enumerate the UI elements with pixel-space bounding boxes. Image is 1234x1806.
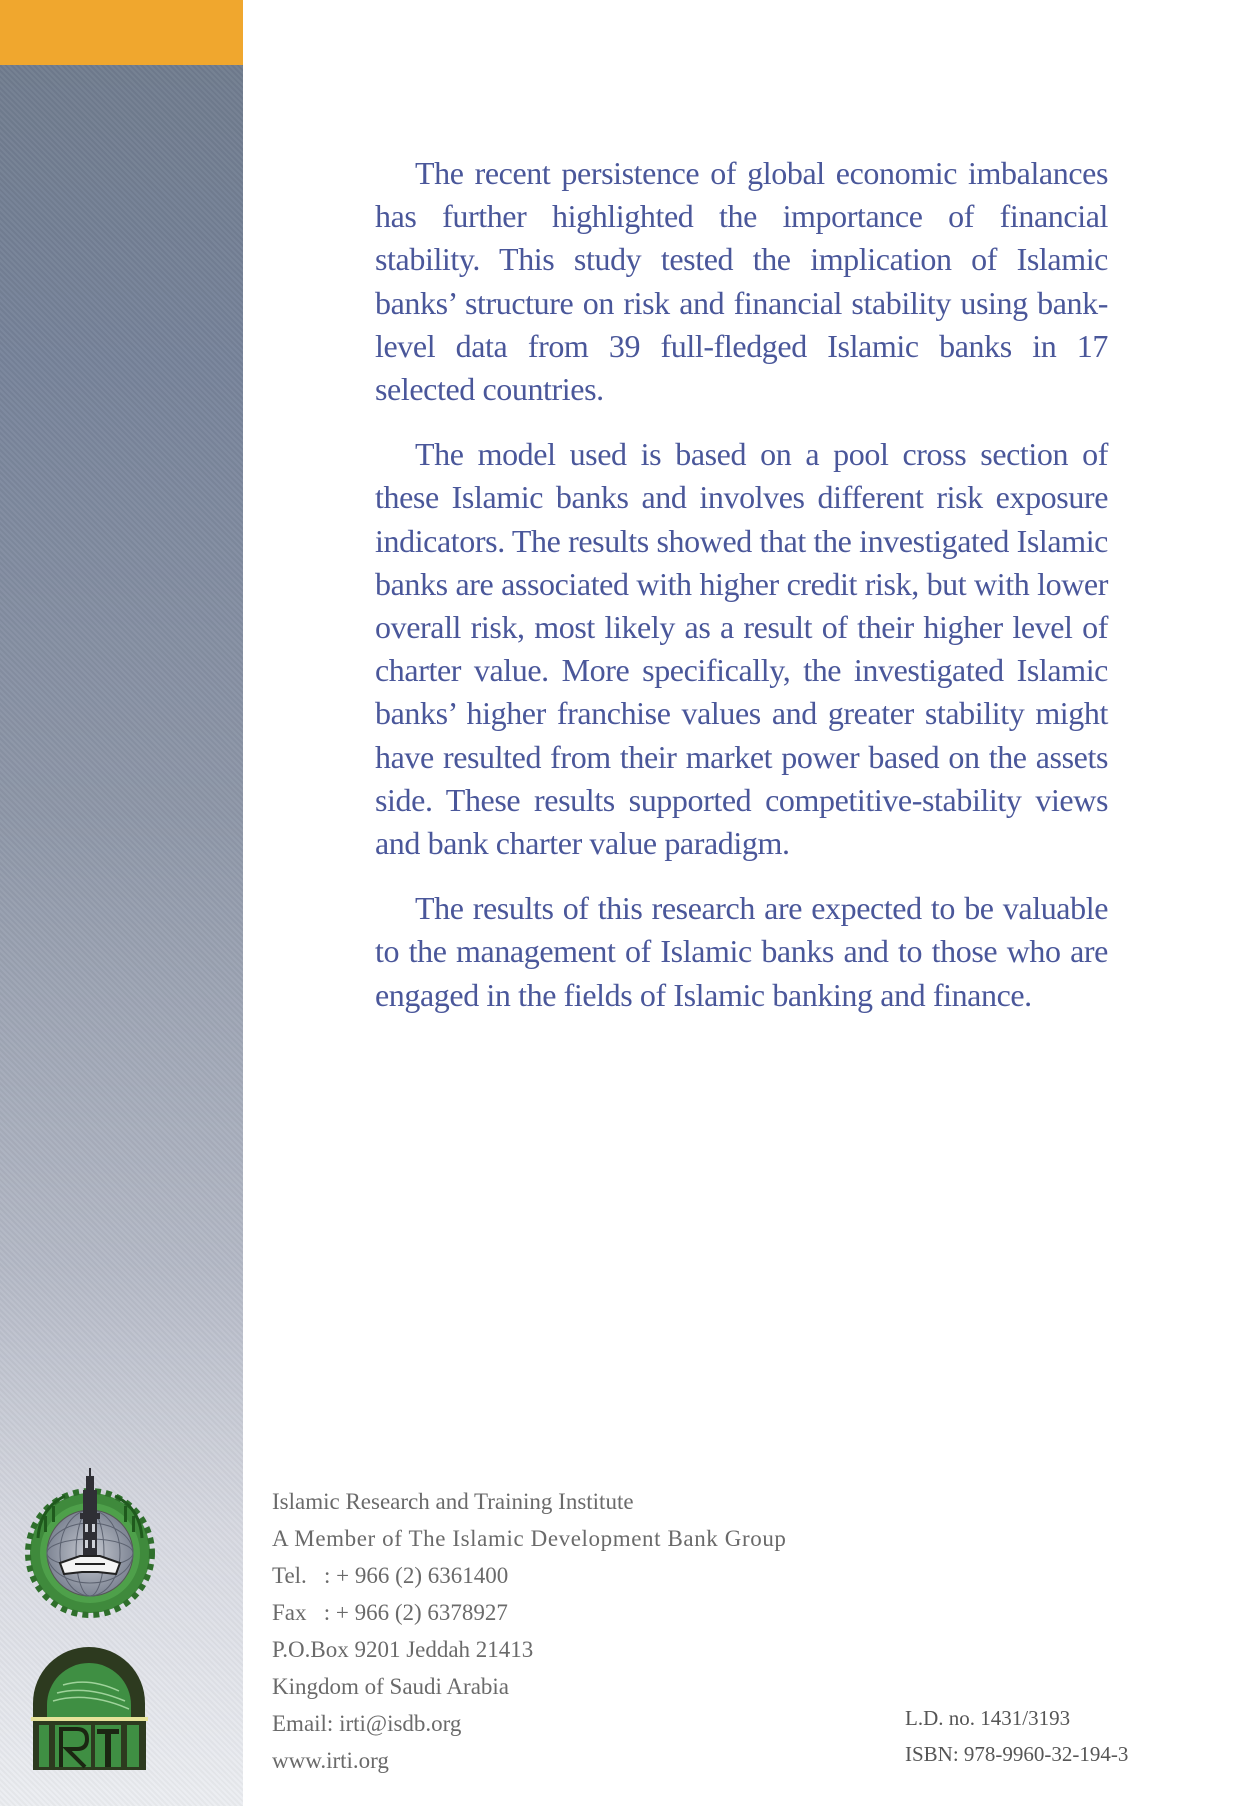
contact-block — [272, 1483, 787, 1779]
isbn-number: ISBN: 978-9960-32-194-3 — [905, 1742, 1129, 1766]
ld-number: L.D. no. 1431/3193 — [905, 1706, 1071, 1730]
blurb-paragraph-2: The model used is based on a pool cross section of these Islamic banks and involves different risk exposure indicators. The results showed that the investigated Islamic banks are associated with higher credit risk, but with lower overall risk, most likely as a result of their higher level of charter value. More specifically, the investigated Islamic banks’ higher franchise values and greater stability might have resulted from their market power based on the assets side. These results supported competitive-stability views and bank charter value paradigm. — [375, 436, 1108, 862]
publication-info — [905, 1700, 1128, 1772]
po-box-line: P.O.Box 9201 Jeddah 21413 — [272, 1637, 534, 1662]
member-line: A Member of The Islamic Development Bank Group — [272, 1526, 787, 1551]
tel-line: Tel. : + 966 (2) 6361400 — [272, 1563, 509, 1588]
website-link[interactable]: www.irti.org — [272, 1748, 389, 1773]
blurb-paragraph-1: The recent persistence of global economic imbalances has further highlighted the importance of financial stability. This study tested the implication of Islamic banks’ structure on risk and financial stability using bank-level data from 39 full-fledged Islamic banks in 17 selected countries. — [375, 155, 1108, 408]
blurb-paragraph-3: The results of this research are expected to be valuable to the management of Islamic banks and to those who are engaged in the fields of Islamic banking and finance. — [375, 890, 1108, 1013]
email-link[interactable]: Email: irti@isdb.org — [272, 1711, 462, 1736]
isdb-emblem-icon — [20, 1468, 160, 1618]
blurb-text — [375, 152, 1108, 1039]
orange-accent-band — [0, 0, 243, 65]
institute-name: Islamic Research and Training Institute — [272, 1489, 634, 1514]
irti-logo-icon — [27, 1645, 152, 1770]
country-line: Kingdom of Saudi Arabia — [272, 1674, 509, 1699]
fax-line: Fax : + 966 (2) 6378927 — [272, 1600, 508, 1625]
